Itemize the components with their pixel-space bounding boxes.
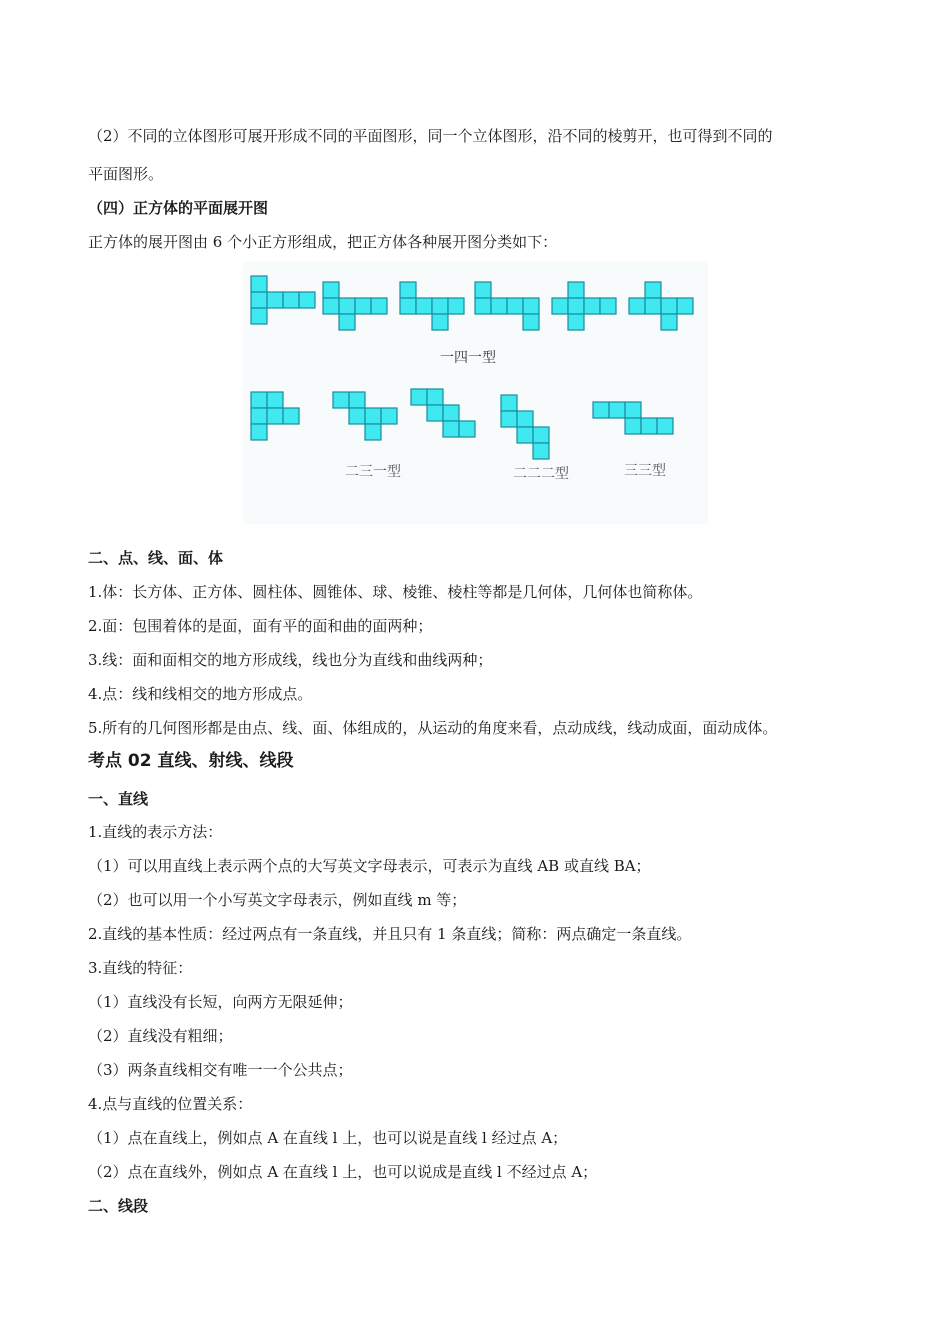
net-7-square-4	[267, 408, 283, 424]
net-3-square-1	[400, 282, 416, 298]
net-2-square-2	[323, 298, 339, 314]
label-222-type: 二二二型	[513, 466, 569, 482]
net-10-square-3	[517, 411, 533, 427]
net-4-square-2	[475, 298, 491, 314]
net-9-square-1	[411, 389, 427, 405]
net-6-square-3	[645, 298, 661, 314]
net-10-square-2	[501, 411, 517, 427]
net-9-square-2	[427, 389, 443, 405]
heading-exam-point-02: 考点 02 直线、射线、线段	[88, 751, 294, 771]
heading-line-segment: 二、线段	[88, 1197, 149, 1215]
net-9-square-3	[427, 405, 443, 421]
label-33-type: 三三型	[624, 463, 666, 479]
paragraph-2-line-1: （2）不同的立体图形可展开形成不同的平面图形，同一个立体图形，沿不同的棱剪开，也可得到不同的	[88, 127, 773, 145]
line-item-10: （1）点在直线上，例如点 A 在直线 l 上，也可以说是直线 l 经过点 A；	[88, 1129, 568, 1147]
net-7-square-2	[267, 392, 283, 408]
net-4-square-1	[475, 282, 491, 298]
net-4-square-4	[507, 298, 523, 314]
cube-nets-figure	[243, 262, 708, 524]
net-3-square-6	[432, 314, 448, 330]
line-item-1: 1.直线的表示方法：	[88, 823, 223, 841]
net-1-square-5	[299, 292, 315, 308]
point-item-3: 3.线：面和面相交的地方形成线，线也分为直线和曲线两种；	[88, 651, 493, 669]
net-5-square-1	[568, 282, 584, 298]
line-item-3: （2）也可以用一个小写英文字母表示，例如直线 m 等；	[88, 891, 467, 909]
net-1-square-4	[283, 292, 299, 308]
net-6-square-2	[629, 298, 645, 314]
net-8-square-3	[349, 408, 365, 424]
net-3-square-5	[448, 298, 464, 314]
point-item-5: 5.所有的几何图形都是由点、线、面、体组成的，从运动的角度来看，点动成线，线动成面，面动成体。	[88, 719, 778, 737]
net-9-square-4	[443, 405, 459, 421]
net-8-square-2	[349, 392, 365, 408]
net-1-square-2	[251, 292, 267, 308]
net-3-square-4	[432, 298, 448, 314]
line-item-8: （3）两条直线相交有唯一一个公共点；	[88, 1061, 353, 1079]
net-4-square-5	[523, 298, 539, 314]
net-11-square-1	[593, 402, 609, 418]
heading-point-line-surface-solid: 二、点、线、面、体	[88, 549, 224, 567]
line-item-7: （2）直线没有粗细；	[88, 1027, 233, 1045]
net-9-square-6	[459, 421, 475, 437]
label-141-type: 一四一型	[440, 350, 496, 366]
net-11-square-6	[657, 418, 673, 434]
net-6-square-6	[661, 314, 677, 330]
net-11-square-2	[609, 402, 625, 418]
net-10-square-1	[501, 395, 517, 411]
net-5-square-6	[568, 314, 584, 330]
paragraph-2-line-2: 平面图形。	[88, 165, 164, 183]
line-item-9: 4.点与直线的位置关系：	[88, 1095, 253, 1113]
point-item-2: 2.面：包围着体的是面，面有平的面和曲的面两种；	[88, 617, 433, 635]
net-10-square-5	[533, 427, 549, 443]
net-4-square-6	[523, 314, 539, 330]
net-9-square-5	[443, 421, 459, 437]
net-8-square-4	[365, 408, 381, 424]
net-11-square-5	[641, 418, 657, 434]
net-7-square-5	[283, 408, 299, 424]
net-2-square-5	[371, 298, 387, 314]
net-4-square-3	[491, 298, 507, 314]
net-8-square-5	[381, 408, 397, 424]
net-10-square-6	[533, 443, 549, 459]
net-3-square-3	[416, 298, 432, 314]
net-5-square-4	[584, 298, 600, 314]
line-item-2: （1）可以用直线上表示两个点的大写英文字母表示，可表示为直线 AB 或直线 BA；	[88, 857, 651, 875]
heading-cube-nets: （四）正方体的平面展开图	[88, 199, 269, 217]
net-1-square-3	[267, 292, 283, 308]
net-11-square-4	[625, 418, 641, 434]
point-item-1: 1.体：长方体、正方体、圆柱体、圆锥体、球、棱锥、棱柱等都是几何体，几何体也简称体。	[88, 583, 703, 601]
net-6-square-1	[645, 282, 661, 298]
net-5-square-2	[552, 298, 568, 314]
net-5-square-3	[568, 298, 584, 314]
net-6-square-5	[677, 298, 693, 314]
point-item-4: 4.点：线和线相交的地方形成点。	[88, 685, 313, 703]
line-item-5: 3.直线的特征：	[88, 959, 193, 977]
net-2-square-4	[355, 298, 371, 314]
net-8-square-6	[365, 424, 381, 440]
net-3-square-2	[400, 298, 416, 314]
net-7-square-6	[251, 424, 267, 440]
net-2-square-3	[339, 298, 355, 314]
line-item-11: （2）点在直线外，例如点 A 在直线 l 上，也可以说成是直线 l 不经过点 A；	[88, 1163, 598, 1181]
net-2-square-6	[339, 314, 355, 330]
net-1-square-6	[251, 308, 267, 324]
heading-straight-line: 一、直线	[88, 790, 149, 808]
line-item-6: （1）直线没有长短，向两方无限延伸；	[88, 993, 353, 1011]
net-6-square-4	[661, 298, 677, 314]
net-11-square-3	[625, 402, 641, 418]
net-2-square-1	[323, 282, 339, 298]
net-5-square-5	[600, 298, 616, 314]
line-item-4: 2.直线的基本性质：经过两点有一条直线，并且只有 1 条直线；简称：两点确定一条直线。	[88, 925, 692, 943]
net-7-square-1	[251, 392, 267, 408]
cube-nets-intro: 正方体的展开图由 6 个小正方形组成，把正方体各种展开图分类如下：	[88, 233, 558, 251]
net-7-square-3	[251, 408, 267, 424]
label-231-type: 二三一型	[345, 464, 401, 480]
net-10-square-4	[517, 427, 533, 443]
net-8-square-1	[333, 392, 349, 408]
net-1-square-1	[251, 276, 267, 292]
